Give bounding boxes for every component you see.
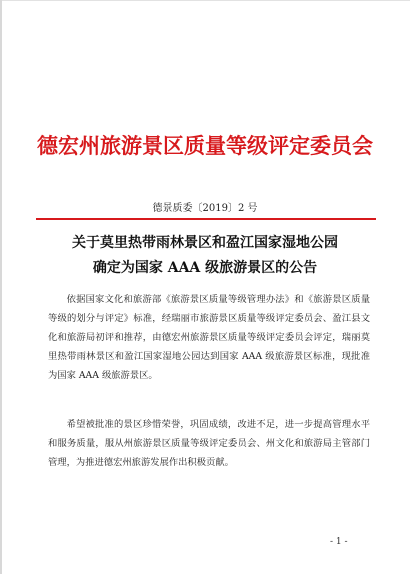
notice-title-line-1: 关于莫里热带雨林景区和盈江国家湿地公园 (72, 235, 338, 251)
body-paragraph-2: 希望被批准的景区珍惜荣誉，巩固成绩，改进不足，进一步提高管理水平和服务质量，服从州旅游景区质量等级评定委员会、州文化和旅游局主管部门管理，为推进德宏州旅游发展作出积极贡献。 (48, 419, 370, 468)
body-paragraph-1: 依据国家文化和旅游部《旅游景区质量等级管理办法》和《旅游景区质量等级的划分与评定》标准，经瑞丽市旅游景区质量等级评定委员会、盈江县文化和旅游局初评和推荐，由德宏州旅游景区质量等级评定委员会评定，瑞丽莫里热带雨林景区和盈江国家湿地公园达到国家 AAA 级旅游景区标准，现批准为国家 AAA 级旅游景区。 (48, 294, 370, 381)
page-top-edge (0, 0, 410, 1)
notice-title-line-2: 确定为国家 AAA 级旅游景区的公告 (92, 260, 318, 276)
red-divider-line (36, 218, 376, 220)
page-left-edge (0, 0, 2, 574)
letterhead-title: 德宏州旅游景区质量等级评定委员会 (37, 133, 373, 158)
page-number: - 1 - (330, 537, 348, 547)
document-number: 德景质委〔2019〕2 号 (152, 203, 258, 214)
